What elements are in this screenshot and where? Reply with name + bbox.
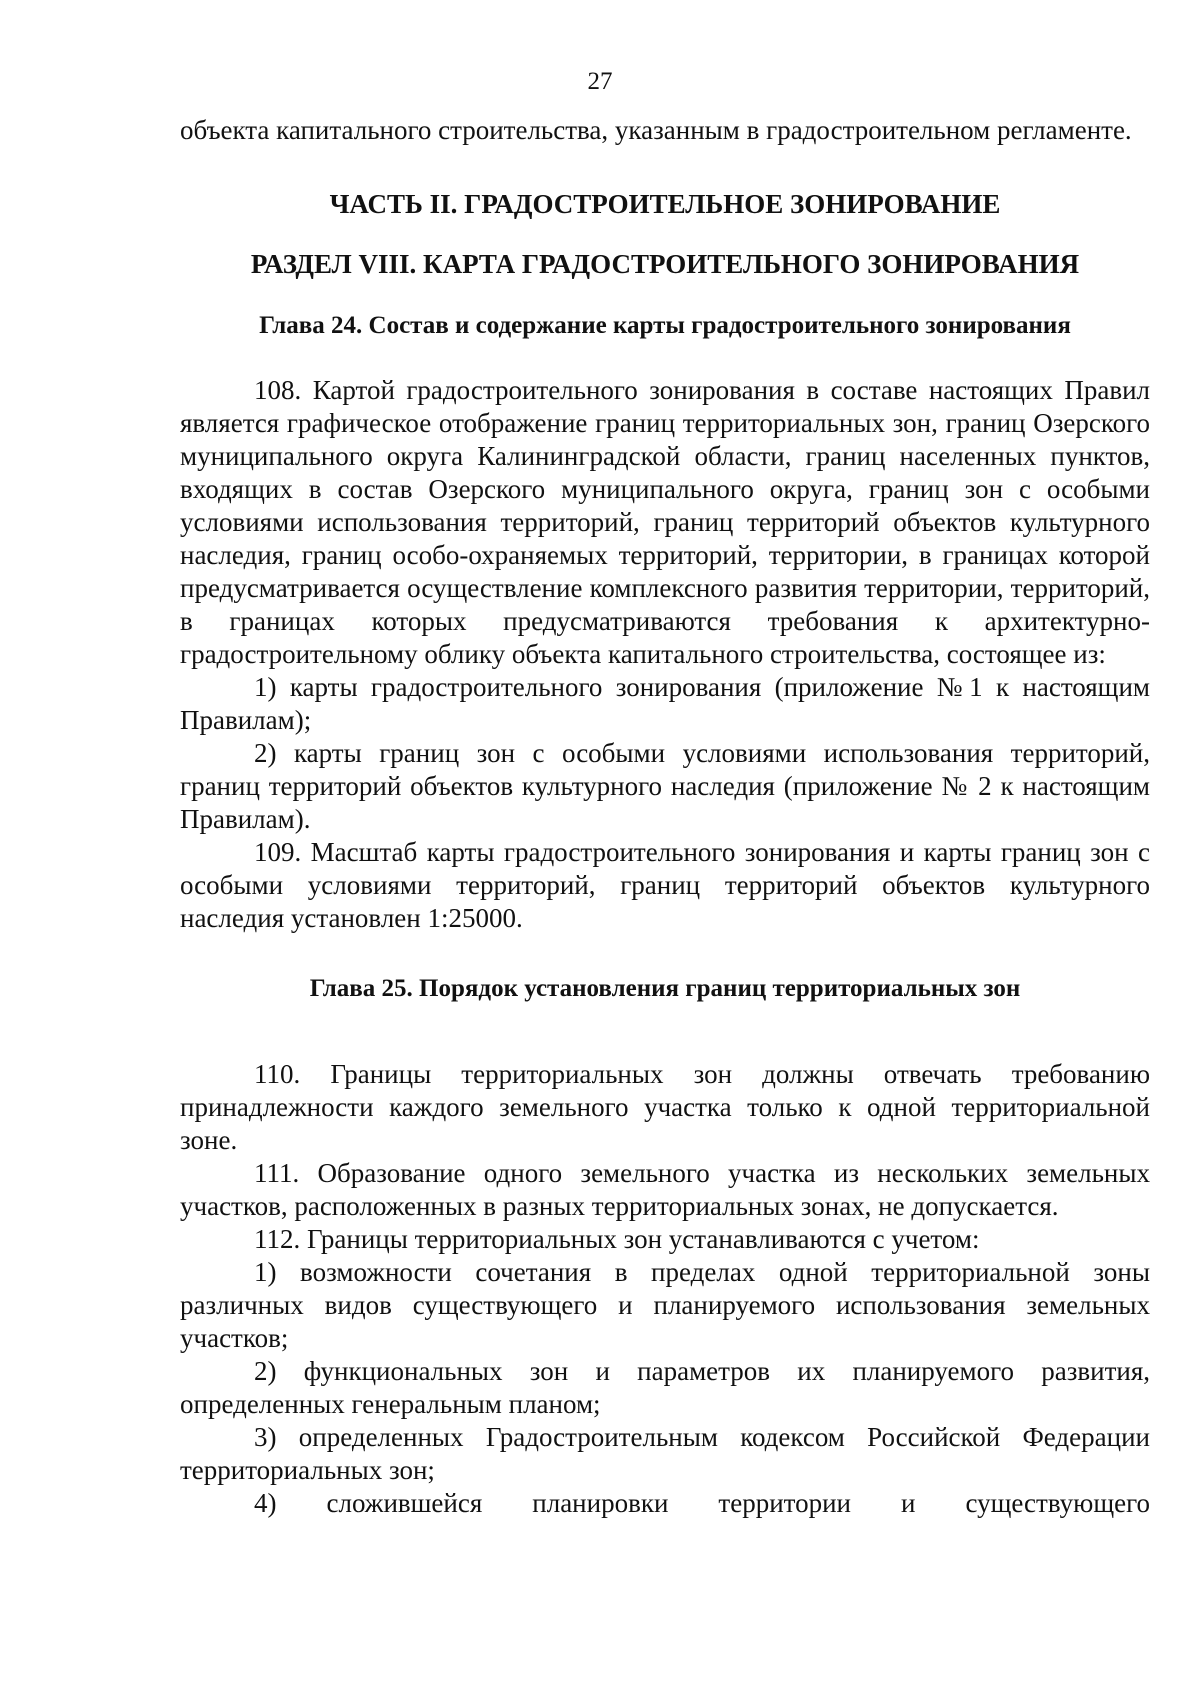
part-title: ЧАСТЬ II. ГРАДОСТРОИТЕЛЬНОЕ ЗОНИРОВАНИЕ: [329, 189, 1001, 219]
paragraph-112-item-2: 2) функциональных зон и параметров их планируемого развития, определенных генеральным планом;: [180, 1356, 1150, 1419]
document-body: [180, 114, 1150, 1520]
section-title: РАЗДЕЛ VIII. КАРТА ГРАДОСТРОИТЕЛЬНОГО ЗОНИРОВАНИЯ: [250, 249, 1080, 279]
paragraph-112-item-4: 4) сложившейся планировки территории и существующего: [254, 1488, 1150, 1518]
paragraph-112-item-1: 1) возможности сочетания в пределах одной территориальной зоны различных видов существующего и планируемого использования земельных участков;: [180, 1257, 1150, 1353]
paragraph-108: 108. Картой градостроительного зонирования в составе настоящих Правил является графическое отображение границ территориальных зон, границ Озерского муниципального округа Калининградской области, границ населенных пунктов, входящих в состав Озерского муниципального округа, границ зон с особыми условиями использования территорий, границ территорий объектов культурного наследия, границ особо-охраняемых территорий, территории, в границах которой предусматривается осуществление комплексного развития территории, территорий, в границах которых предусматриваются требования к архитектурно-градостроительному облику объекта капитального строительства, состоящее из:: [180, 375, 1150, 669]
paragraph-108-item-1: 1) карты градостроительного зонирования (приложение №1 к настоящим Правилам);: [180, 672, 1150, 735]
paragraph-109: 109. Масштаб карты градостроительного зонирования и карты границ зон с особыми условиями территорий, границ территорий объектов культурного наследия установлен 1:25000.: [180, 837, 1150, 933]
paragraph-110: 110. Границы территориальных зон должны отвечать требованию принадлежности каждого земельного участка только к одной территориальной зоне.: [180, 1059, 1150, 1155]
chapter-24-title: Глава 24. Состав и содержание карты градостроительного зонирования: [259, 312, 1071, 339]
paragraph-108-item-2: 2) карты границ зон с особыми условиями использования территорий, границ территорий объектов культурного наследия (приложение № 2 к настоящим Правилам).: [180, 738, 1150, 834]
paragraph-111: 111. Образование одного земельного участка из нескольких земельных участков, расположенных в разных территориальных зонах, не допускается.: [180, 1158, 1150, 1221]
chapter-25-title: Глава 25. Порядок установления границ территориальных зон: [309, 975, 1021, 1002]
page-number: 27: [587, 68, 613, 95]
intro-paragraph: объекта капитального строительства, указанным в градостроительном регламенте.: [180, 115, 1132, 145]
paragraph-112: 112. Границы территориальных зон устанавливаются с учетом:: [254, 1224, 980, 1254]
paragraph-112-item-3: 3) определенных Градостроительным кодексом Российской Федерации территориальных зон;: [180, 1422, 1150, 1485]
